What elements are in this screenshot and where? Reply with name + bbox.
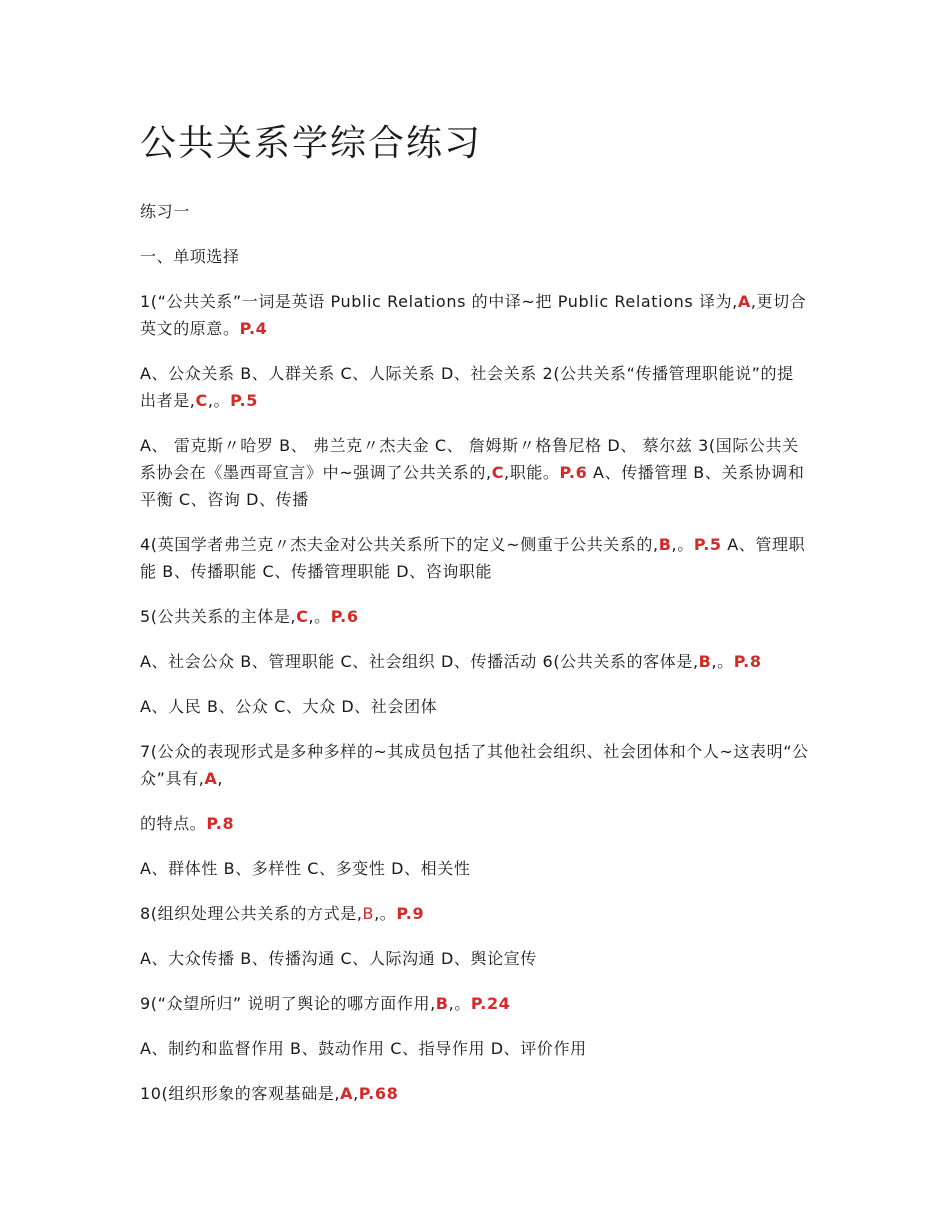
question-text: 10(组织形象的客观基础是, [140, 1084, 341, 1103]
page-reference: P.9 [396, 904, 425, 923]
question-text: ,。 [207, 391, 231, 410]
answer-letter: A [737, 292, 751, 311]
question-text: A、社会公众 B、管理职能 C、社会组织 D、传播活动 6(公共关系的客体是, [140, 652, 699, 671]
options-text: A、传播管理 B、关系协调和平衡 C、咨询 D、传播 [140, 463, 805, 509]
question-5 [140, 603, 810, 630]
question-text: A、公众关系 B、人群关系 C、人际关系 D、社会关系 2(公共关系“传播管理职能说”的提出者是, [140, 364, 794, 410]
question-text: 5(公共关系的主体是, [140, 607, 297, 626]
options-text: A、管理职能 B、传播职能 C、传播管理职能 D、咨询职能 [140, 535, 806, 581]
question-text: ,。 [308, 607, 331, 626]
answer-letter: B [362, 904, 375, 923]
page-reference: P.5 [693, 535, 722, 554]
answer-letter: C [296, 607, 309, 626]
question-8 [140, 900, 810, 927]
question-text: ,。 [448, 994, 471, 1013]
question-text: A、 雷克斯〃哈罗 B、 弗兰克〃杰夫金 C、 詹姆斯〃格鲁尼格 D、 蔡尔兹 3(国际公共关系协会在《墨西哥宣言》中~强调了公共关系的, [140, 436, 799, 482]
options-7: A、群体性 B、多样性 C、多变性 D、相关性 [140, 859, 471, 878]
question-1 [140, 288, 810, 342]
question-text: 4(英国学者弗兰克〃杰夫金对公共关系所下的定义~侧重于公共关系的, [140, 535, 659, 554]
answer-letter: A [340, 1084, 354, 1103]
question-7-continued [140, 810, 810, 837]
options-6: A、人民 B、公众 C、大众 D、社会团体 [140, 697, 438, 716]
document-page [140, 118, 810, 1125]
question-10 [140, 1080, 810, 1107]
options-9: A、制约和监督作用 B、鼓动作用 C、指导作用 D、评价作用 [140, 1039, 587, 1058]
question-text: 1(“公共关系”一词是英语 Public Relations 的中译~把 Public Relations 译为, [140, 292, 738, 311]
section-heading: 练习一 [140, 202, 190, 221]
answer-letter: B [658, 535, 672, 554]
question-text: 9(“众望所归” 说明了舆论的哪方面作用, [140, 994, 436, 1013]
page-reference: P.24 [470, 994, 511, 1013]
page-reference: P.5 [230, 391, 258, 410]
page-reference: P.4 [239, 319, 268, 338]
question-4 [140, 531, 810, 585]
question-2 [140, 360, 810, 414]
question-3 [140, 432, 810, 513]
question-9 [140, 990, 810, 1017]
question-text: , [217, 769, 224, 788]
page-reference: P.6 [330, 607, 359, 626]
page-reference: P.8 [206, 814, 235, 833]
page-reference: P.68 [358, 1084, 399, 1103]
question-text: 的特点。 [140, 814, 207, 833]
question-text: ,。 [374, 904, 397, 923]
question-7 [140, 738, 810, 792]
answer-letter: C [195, 391, 208, 410]
question-text: ,。 [671, 535, 694, 554]
question-text: , [353, 1084, 359, 1103]
options-8: A、大众传播 B、传播沟通 C、人际沟通 D、舆论宣传 [140, 949, 537, 968]
question-text: ,。 [711, 652, 734, 671]
answer-letter: B [435, 994, 449, 1013]
page-reference: P.6 [559, 463, 588, 482]
answer-letter: B [698, 652, 712, 671]
question-text: ,职能。 [504, 463, 560, 482]
document-title: 公共关系学综合练习 [140, 123, 483, 164]
question-text: 8(组织处理公共关系的方式是, [140, 904, 363, 923]
subsection-heading: 一、单项选择 [140, 247, 240, 266]
answer-letter: C [491, 463, 505, 482]
page-reference: P.8 [733, 652, 762, 671]
question-text: 7(公众的表现形式是多种多样的~其成员包括了其他社会组织、社会团体和个人~这表明“公众”具有, [140, 742, 809, 788]
question-6 [140, 648, 810, 675]
question-text: ,更切合英文的原意。 [140, 292, 807, 338]
answer-letter: A [204, 769, 218, 788]
